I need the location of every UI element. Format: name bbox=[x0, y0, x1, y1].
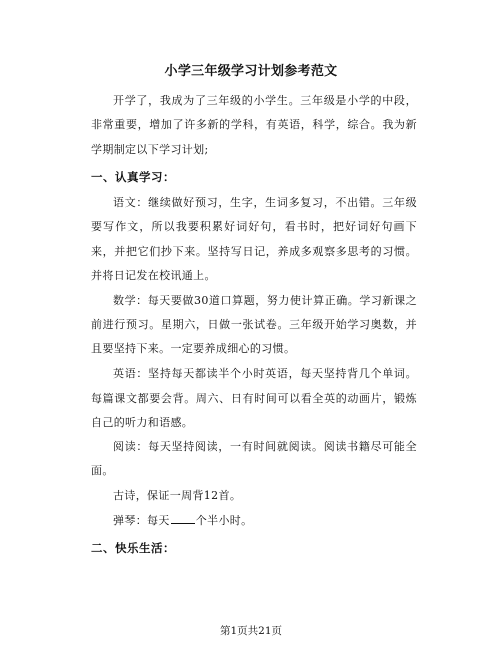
intro-paragraph: 开学了，我成为了三年级的小学生。三年级是小学的中段，非常重要，增加了许多新的学科，有英语，科学，综合。我为新学期制定以下学习计划; bbox=[91, 94, 417, 156]
chinese-paragraph: 语文：继续做好预习，生字，生词多复习，不出错。三年级要写作文，所以我要积累好词好句，看书时，把好词好句画下来，并把它们抄下来。坚持写日记，养成多观察多思考的习惯。并将日记发在校讯通上。 bbox=[91, 196, 417, 283]
reading-paragraph: 阅读：每天坚持阅读，一有时间就阅读。阅读书籍尽可能全面。 bbox=[91, 440, 417, 478]
fill-in-blank bbox=[171, 510, 195, 524]
section-heading-study: 一、认真学习： bbox=[91, 169, 175, 184]
document-title: 小学三年级学习计划参考范文 bbox=[164, 64, 338, 79]
piano-paragraph bbox=[91, 509, 417, 533]
section-heading-life: 二、快乐生活： bbox=[91, 541, 175, 556]
poetry-paragraph: 古诗，保证一周背12首。 bbox=[113, 489, 242, 503]
english-paragraph: 英语：坚持每天都读半个小时英语，每天坚持背几个单词。每篇课文都要会背。周六、日有时间可以看全英的动画片，锻炼自己的听力和语感。 bbox=[91, 367, 417, 429]
piano-text-after: 个半小时。 bbox=[195, 514, 253, 528]
page-footer: 第1页共21页 bbox=[219, 625, 283, 637]
math-paragraph: 数学：每天要做30道口算题，努力使计算正确。学习新课之前进行预习。星期六，日做一张试卷。三年级开始学习奥数，并且要坚持下来。一定要养成细心的习惯。 bbox=[91, 293, 417, 356]
document-body bbox=[91, 89, 417, 563]
piano-text-before: 弹琴：每天 bbox=[113, 514, 170, 528]
